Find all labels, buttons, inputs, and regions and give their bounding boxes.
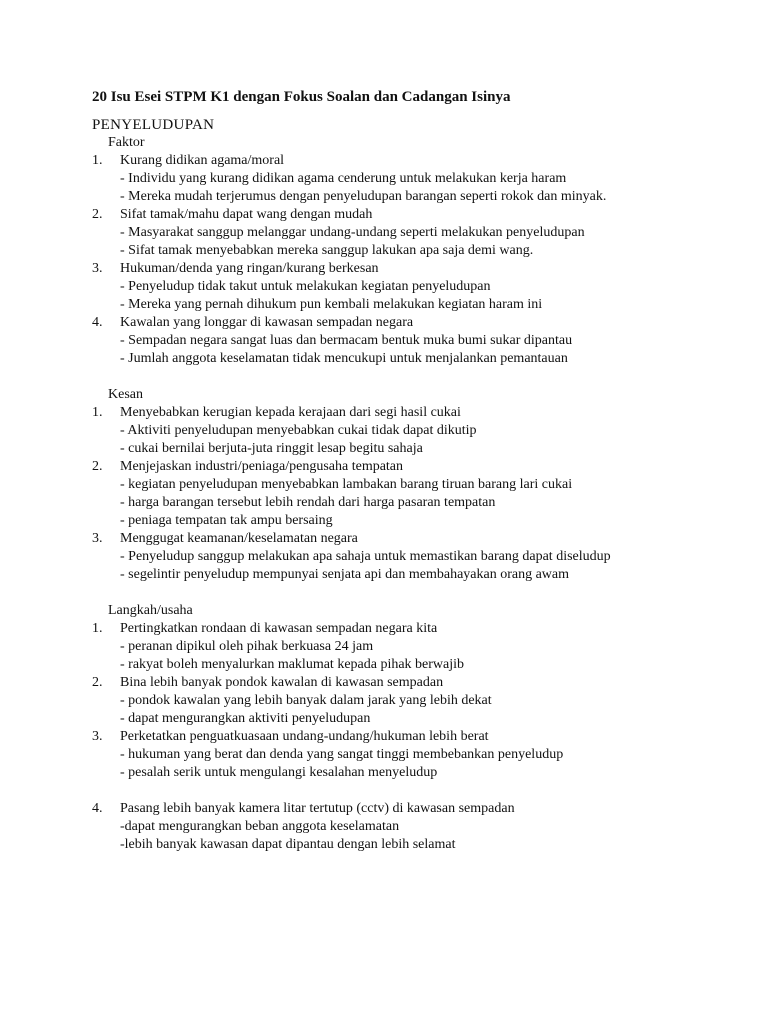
point-text: Kurang didikan agama/moral (120, 153, 285, 168)
point-text: Menjejaskan industri/peniaga/pengusaha tempatan (120, 459, 404, 474)
list-item (92, 206, 712, 260)
point-text: Bina lebih banyak pondok kawalan di kawasan sempadan (120, 675, 444, 690)
point-row (92, 530, 712, 548)
point-detail: - pesalah serik untuk mengulangi kesalahan menyeludup (120, 765, 438, 780)
point-detail: - Masyarakat sanggup melanggar undang-undang seperti melakukan penyeludupan (120, 225, 585, 240)
point-number: 3. (92, 531, 103, 546)
section-langkah (92, 602, 712, 854)
list-item (92, 728, 712, 782)
point-text: Menyebabkan kerugian kepada kerajaan dari segi hasil cukai (120, 405, 461, 420)
point-detail: - kegiatan penyeludupan menyebabkan lambakan barang tiruan barang lari cukai (120, 477, 573, 492)
point-row (92, 152, 712, 170)
point-number: 3. (92, 729, 103, 744)
point-text: Perketatkan penguatkuasaan undang-undang/hukuman lebih berat (120, 729, 489, 744)
point-text: Menggugat keamanan/keselamatan negara (120, 531, 358, 546)
point-text: Pasang lebih banyak kamera litar tertutup (cctv) di kawasan sempadan (120, 801, 515, 816)
topic-heading: PENYELUDUPAN (92, 117, 215, 133)
point-text: Sifat tamak/mahu dapat wang dengan mudah (120, 207, 373, 222)
point-number: 2. (92, 207, 103, 222)
point-detail: - Mereka yang pernah dihukum pun kembali melakukan kegiatan haram ini (120, 297, 543, 312)
point-text: Pertingkatkan rondaan di kawasan sempadan negara kita (120, 621, 438, 636)
point-detail: - Penyeludup tidak takut untuk melakukan kegiatan penyeludupan (120, 279, 491, 294)
point-row (92, 620, 712, 638)
point-detail: - Penyeludup sanggup melakukan apa sahaja untuk memastikan barang dapat diseludup (120, 549, 611, 564)
list-item (92, 620, 712, 674)
point-detail: - peniaga tempatan tak ampu bersaing (120, 513, 333, 528)
point-number: 4. (92, 801, 103, 816)
document-content (92, 134, 712, 854)
point-row (92, 800, 712, 818)
point-row (92, 404, 712, 422)
point-text: Hukuman/denda yang ringan/kurang berkesan (120, 261, 379, 276)
list-item (92, 674, 712, 728)
section-heading: Langkah/usaha (108, 603, 193, 618)
point-detail: -dapat mengurangkan beban anggota keselamatan (120, 819, 400, 834)
point-row (92, 206, 712, 224)
point-detail: - pondok kawalan yang lebih banyak dalam jarak yang lebih dekat (120, 693, 492, 708)
point-number: 1. (92, 153, 103, 168)
point-detail: - cukai bernilai berjuta-juta ringgit lesap begitu sahaja (120, 441, 423, 456)
point-detail: - Aktiviti penyeludupan menyebabkan cukai tidak dapat dikutip (120, 423, 477, 438)
point-detail: - hukuman yang berat dan denda yang sangat tinggi membebankan penyeludup (120, 747, 564, 762)
list-item (92, 152, 712, 206)
point-row (92, 260, 712, 278)
list-item (92, 314, 712, 368)
point-row (92, 674, 712, 692)
list-item (92, 260, 712, 314)
point-number: 2. (92, 675, 103, 690)
section-kesan (92, 386, 712, 584)
section-heading: Kesan (108, 387, 143, 402)
point-detail: - dapat mengurangkan aktiviti penyeludupan (120, 711, 371, 726)
point-text: Kawalan yang longgar di kawasan sempadan negara (120, 315, 414, 330)
point-detail: -lebih banyak kawasan dapat dipantau dengan lebih selamat (120, 837, 456, 852)
point-detail: - Jumlah anggota keselamatan tidak mencukupi untuk menjalankan pemantauan (120, 351, 568, 366)
point-detail: - rakyat boleh menyalurkan maklumat kepada pihak berwajib (120, 657, 465, 672)
list-item (92, 404, 712, 458)
document-title: 20 Isu Esei STPM K1 dengan Fokus Soalan dan Cadangan Isinya (92, 89, 511, 105)
point-detail: - harga barangan tersebut lebih rendah dari harga pasaran tempatan (120, 495, 496, 510)
point-number: 3. (92, 261, 103, 276)
point-number: 2. (92, 459, 103, 474)
list-item (92, 530, 712, 584)
point-row (92, 728, 712, 746)
point-detail: - segelintir penyeludup mempunyai senjata api dan membahayakan orang awam (120, 567, 570, 582)
point-number: 1. (92, 621, 103, 636)
section-heading: Faktor (108, 135, 145, 150)
point-detail: - Mereka mudah terjerumus dengan penyeludupan barangan seperti rokok dan minyak. (120, 189, 607, 204)
point-detail: - Sempadan negara sangat luas dan bermacam bentuk muka bumi sukar dipantau (120, 333, 573, 348)
list-item (92, 458, 712, 530)
section-faktor (92, 134, 712, 368)
point-detail: - peranan dipikul oleh pihak berkuasa 24 jam (120, 639, 374, 654)
point-number: 4. (92, 315, 103, 330)
list-item (92, 800, 712, 854)
point-detail: - Individu yang kurang didikan agama cenderung untuk melakukan kerja haram (120, 171, 567, 186)
point-detail: - Sifat tamak menyebabkan mereka sanggup lakukan apa saja demi wang. (120, 243, 534, 258)
point-number: 1. (92, 405, 103, 420)
point-row (92, 458, 712, 476)
point-row (92, 314, 712, 332)
